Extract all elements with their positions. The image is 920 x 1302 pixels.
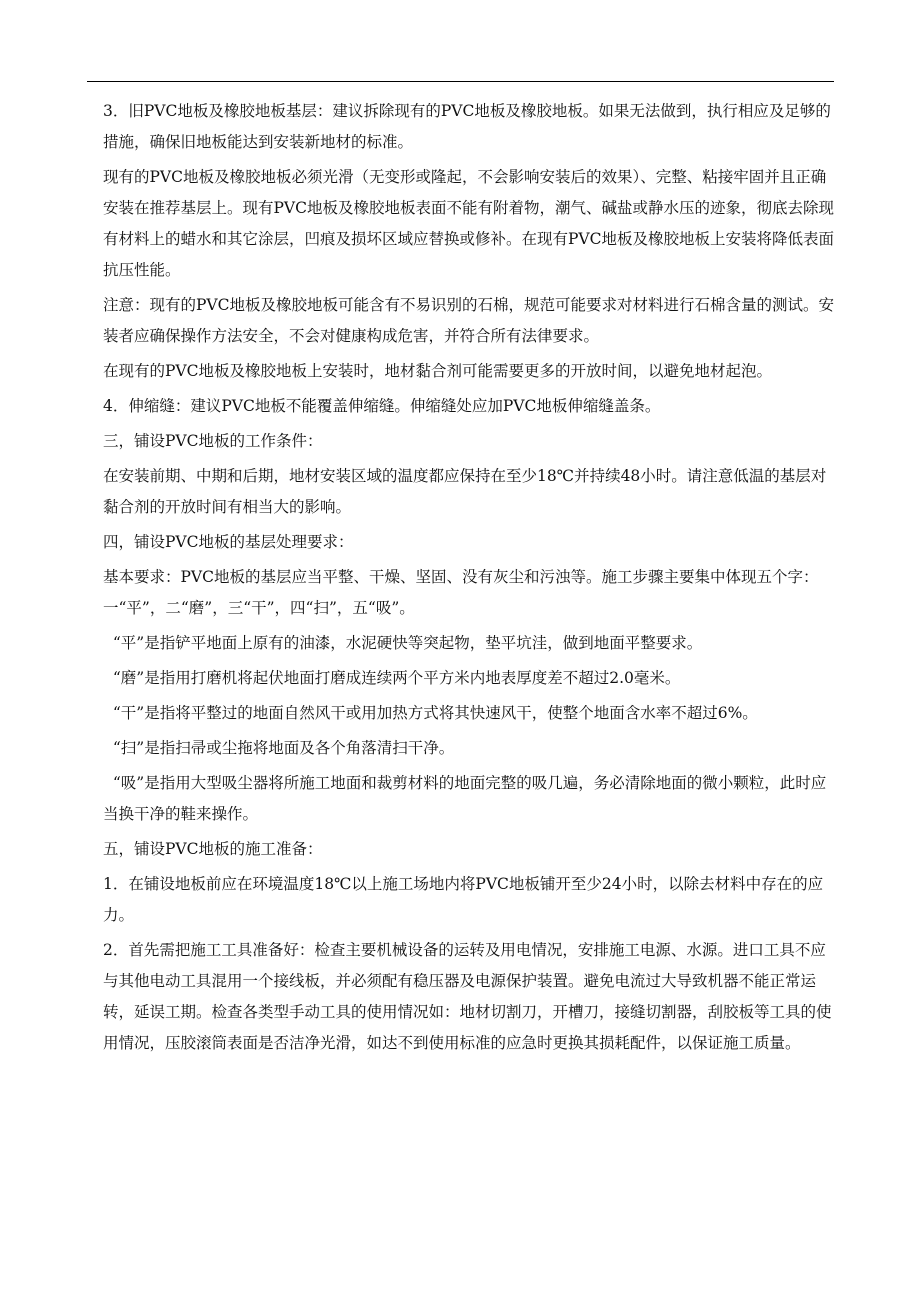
- paragraph-temperature: 在安装前期、中期和后期，地材安装区域的温度都应保持在至少18℃并持续48小时。请注意低温的基层对黏合剂的开放时间有相当大的影响。: [103, 467, 827, 516]
- paragraph-prep-acclimatize: 1．在铺设地板前应在环境温度18℃以上施工场地内将PVC地板铺开至少24小时，以除去材料中存在的应力。: [103, 875, 824, 924]
- paragraph-expansion-joint: 4．伸缩缝：建议PVC地板不能覆盖伸缩缝。伸缩缝处应加PVC地板伸缩缝盖条。: [103, 397, 661, 415]
- paragraph-step-vacuum: “吸”是指用大型吸尘器将所施工地面和裁剪材料的地面完整的吸几遍，务必清除地面的微小颗粒，此时应当换干净的鞋来操作。: [103, 774, 827, 823]
- header-rule: [87, 81, 834, 82]
- paragraph-asbestos-note: 注意：现有的PVC地板及橡胶地板可能含有不易识别的石棉，规范可能要求对材料进行石棉含量的测试。安装者应确保操作方法安全，不会对健康构成危害，并符合所有法律要求。: [103, 296, 834, 345]
- heading-base-treatment: 四，铺设PVC地板的基层处理要求：: [103, 533, 354, 551]
- paragraph-step-level: “平”是指铲平地面上原有的油漆，水泥硬快等突起物，垫平坑洼，做到地面平整要求。: [103, 634, 703, 652]
- heading-construction-preparation: 五，铺设PVC地板的施工准备：: [103, 840, 323, 858]
- document-body: [103, 96, 835, 1063]
- paragraph-step-grind: “磨”是指用打磨机将起伏地面打磨成连续两个平方米内地表厚度差不超过2.0毫米。: [103, 669, 681, 687]
- paragraph-prep-tools: 2．首先需把施工工具准备好：检查主要机械设备的运转及用电情况，安排施工电源、水源。进口工具不应与其他电动工具混用一个接线板，并必须配有稳压器及电源保护装置。避免电流过大导致机器不能正常运转，延误工期。检查各类型手动工具的使用情况如：地材切割刀，开槽刀，接缝切割器，刮胶板等工具的使用情况，压胶滚筒表面是否洁净光滑，如达不到使用标准的应急时更换其损耗配件，以保证施工质量。: [103, 941, 832, 1052]
- paragraph-old-floor-base: 3．旧PVC地板及橡胶地板基层：建议拆除现有的PVC地板及橡胶地板。如果无法做到，执行相应及足够的措施，确保旧地板能达到安装新地材的标准。: [103, 102, 831, 151]
- paragraph-adhesive-open-time: 在现有的PVC地板及橡胶地板上安装时，地材黏合剂可能需要更多的开放时间，以避免地材起泡。: [103, 362, 772, 380]
- paragraph-existing-floor-requirements: 现有的PVC地板及橡胶地板必须光滑（无变形或隆起，不会影响安装后的效果）、完整、粘接牢固并且正确安装在推荐基层上。现有PVC地板及橡胶地板表面不能有附着物，潮气、碱盐或静水压的迹象，彻底去除现有材料上的蜡水和其它涂层，凹痕及损坏区域应替换或修补。在现有PVC地板及橡胶地板上安装将降低表面抗压性能。: [103, 168, 834, 279]
- paragraph-step-dry: “干”是指将平整过的地面自然风干或用加热方式将其快速风干，使整个地面含水率不超过6%。: [103, 704, 758, 722]
- paragraph-step-sweep: “扫”是指扫帚或尘拖将地面及各个角落清扫干净。: [103, 739, 455, 757]
- paragraph-basic-requirements: 基本要求：PVC地板的基层应当平整、干燥、坚固、没有灰尘和污浊等。施工步骤主要集中体现五个字：一“平”，二“磨”，三“干”，四“扫”，五“吸”。: [103, 568, 819, 617]
- heading-working-conditions: 三，铺设PVC地板的工作条件：: [103, 432, 323, 450]
